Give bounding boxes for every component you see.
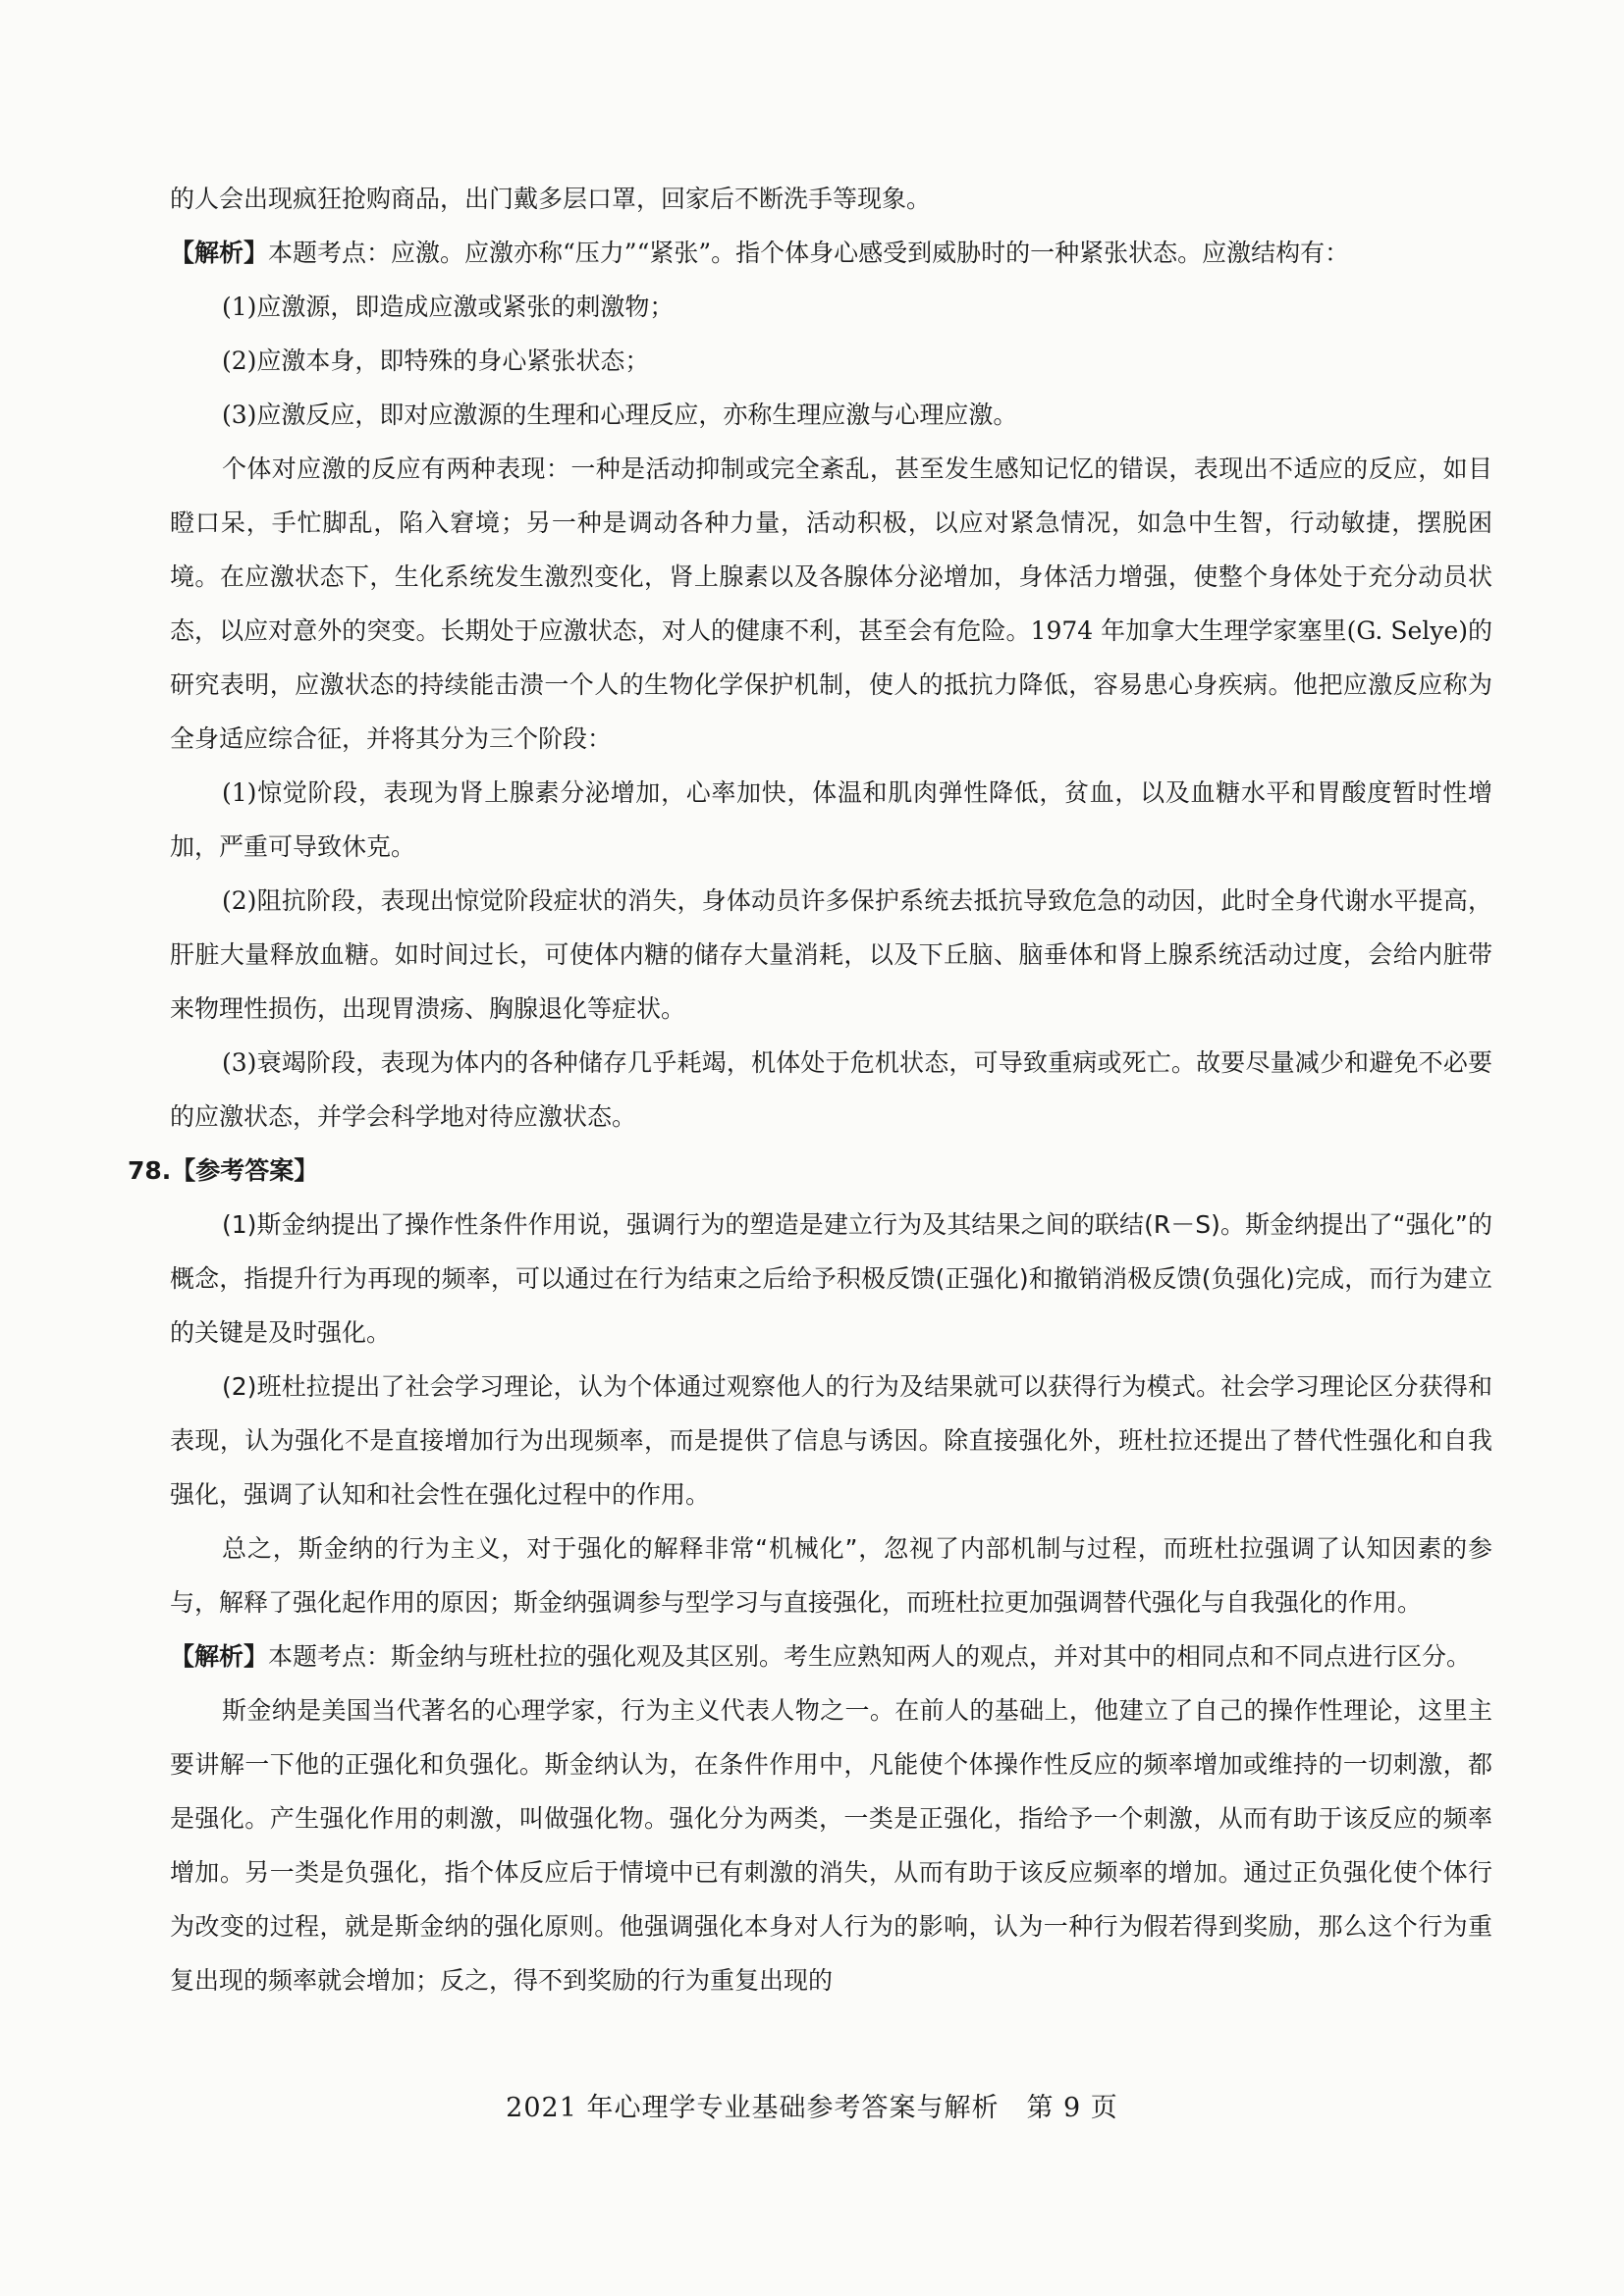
- answer-paragraph: (1)斯金纳提出了操作性条件作用说，强调行为的塑造是建立行为及其结果之间的联结(R－S)。斯金纳提出了“强化”的概念，指提升行为再现的频率，可以通过在行为结束之后给予积极反馈(正强化)和撤销消极反馈(负强化)完成，而行为建立的关键是及时强化。: [170, 1210, 1492, 1347]
- body-paragraph: (1)惊觉阶段，表现为肾上腺素分泌增加，心率加快，体温和肌肉弹性降低，贫血，以及血糖水平和胃酸度暂时性增加，严重可导致休克。: [170, 778, 1492, 861]
- body-paragraph: (2)阻抗阶段，表现出惊觉阶段症状的消失，身体动员许多保护系统去抵抗导致危急的动因，此时全身代谢水平提高，肝脏大量释放血糖。如时间过长，可使体内糖的储存大量消耗，以及下丘脑、脑垂体和肾上腺系统活动过度，会给内脏带来物理性损伤，出现胃溃疡、胸腺退化等症状。: [170, 886, 1492, 1023]
- page-footer: 2021 年心理学专业基础参考答案与解析 第 9 页: [506, 2093, 1118, 2123]
- analysis-text: 本题考点：斯金纳与班杜拉的强化观及其区别。考生应熟知两人的观点，并对其中的相同点和不同点进行区分。: [268, 1642, 1472, 1671]
- answer-paragraph: 总之，斯金纳的行为主义，对于强化的解释非常“机械化”，忽视了内部机制与过程，而班杜拉强调了认知因素的参与，解释了强化起作用的原因；斯金纳强调参与型学习与直接强化，而班杜拉更加强调替代强化与自我强化的作用。: [170, 1534, 1492, 1617]
- analysis-paragraph-77: [170, 226, 1492, 280]
- analysis-tag: 【解析】: [170, 1642, 269, 1671]
- list-item: (2)应激本身，即特殊的身心紧张状态；: [222, 347, 650, 375]
- list-item: (3)应激反应，即对应激源的生理和心理反应，亦称生理应激与心理应激。: [222, 400, 1018, 429]
- analysis-paragraph-78: [170, 1629, 1492, 1683]
- document-body: [128, 172, 1492, 2007]
- analysis-text: 本题考点：应激。应激亦称“压力”“紧张”。指个体身心感受到威胁时的一种紧张状态。应激结构有：: [268, 239, 1350, 267]
- body-paragraph: (3)衰竭阶段，表现为体内的各种储存几乎耗竭，机体处于危机状态，可导致重病或死亡。故要尽量减少和避免不必要的应激状态，并学会科学地对待应激状态。: [170, 1048, 1492, 1131]
- list-item: (1)应激源，即造成应激或紧张的刺激物；: [222, 293, 675, 321]
- body-paragraph: 个体对应激的反应有两种表现：一种是活动抑制或完全紊乱，甚至发生感知记忆的错误，表现出不适应的反应，如目瞪口呆，手忙脚乱，陷入窘境；另一种是调动各种力量，活动积极，以应对紧急情况，如急中生智，行动敏捷，摆脱困境。在应激状态下，生化系统发生激烈变化，肾上腺素以及各腺体分泌增加，身体活力增强，使整个身体处于充分动员状态，以应对意外的突变。长期处于应激状态，对人的健康不利，甚至会有危险。1974 年加拿大生理学家塞里(G. Selye)的研究表明，应激状态的持续能击溃一个人的生物化学保护机制，使人的抵抗力降低，容易患心身疾病。他把应激反应称为全身适应综合征，并将其分为三个阶段：: [170, 454, 1492, 753]
- paragraph-continuation: 的人会出现疯狂抢购商品，出门戴多层口罩，回家后不断洗手等现象。: [170, 185, 932, 213]
- question-78-header: 78.【参考答案】: [128, 1156, 319, 1185]
- body-paragraph: 斯金纳是美国当代著名的心理学家，行为主义代表人物之一。在前人的基础上，他建立了自己的操作性理论，这里主要讲解一下他的正强化和负强化。斯金纳认为，在条件作用中，凡能使个体操作性反应的频率增加或维持的一切刺激，都是强化。产生强化作用的刺激，叫做强化物。强化分为两类，一类是正强化，指给予一个刺激，从而有助于该反应的频率增加。另一类是负强化，指个体反应后于情境中已有刺激的消失，从而有助于该反应频率的增加。通过正负强化使个体行为改变的过程，就是斯金纳的强化原则。他强调强化本身对人行为的影响，认为一种行为假若得到奖励，那么这个行为重复出现的频率就会增加；反之，得不到奖励的行为重复出现的: [170, 1696, 1492, 1995]
- analysis-tag: 【解析】: [170, 239, 269, 267]
- answer-paragraph: (2)班杜拉提出了社会学习理论，认为个体通过观察他人的行为及结果就可以获得行为模式。社会学习理论区分获得和表现，认为强化不是直接增加行为出现频率，而是提供了信息与诱因。除直接强化外，班杜拉还提出了替代性强化和自我强化，强调了认知和社会性在强化过程中的作用。: [170, 1372, 1492, 1509]
